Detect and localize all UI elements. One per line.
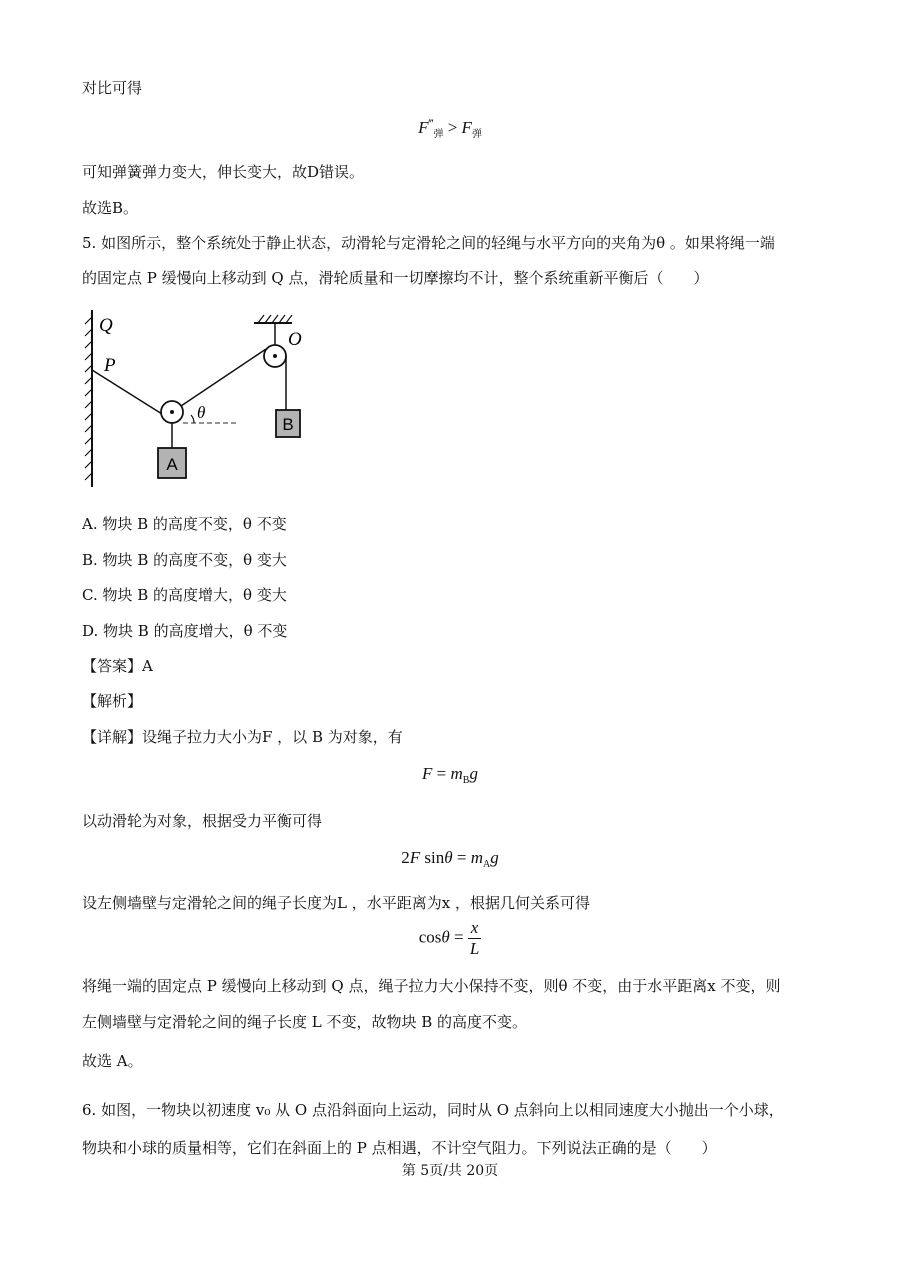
detail-line: 【详解】设绳子拉力大小为F ，以 B 为对象，有 — [82, 728, 403, 746]
text-line: 故选B。 — [82, 199, 139, 217]
label-p: P — [104, 355, 116, 376]
option-a: A. 物块 B 的高度不变，θ 不变 — [82, 515, 287, 533]
question-6-line2: 物块和小球的质量相等，它们在斜面上的 P 点相遇，不计空气阻力。下列说法正确的是（ ） — [82, 1139, 717, 1157]
option-b: B. 物块 B 的高度不变，θ 变大 — [82, 551, 287, 569]
text-line: 可知弹簧弹力变大，伸长变大，故D错误。 — [82, 163, 365, 181]
text-line: 对比可得 — [82, 79, 143, 97]
label-q: Q — [99, 315, 113, 336]
label-theta: θ — [197, 403, 206, 422]
page-footer: 第 5页/共 20页 — [401, 1163, 499, 1179]
label-a: A — [166, 455, 178, 474]
label-o: O — [288, 329, 302, 350]
label-b: B — [282, 415, 294, 434]
question-6-line1: 6. 如图，一物块以初速度 v₀ 从 O 点沿斜面向上运动，同时从 O 点斜向上以相同速度大小抛出一个小球， — [82, 1101, 784, 1119]
text-line: 故选 A。 — [82, 1052, 143, 1070]
analysis-label: 【解析】 — [82, 692, 143, 710]
option-c: C. 物块 B 的高度增大，θ 变大 — [82, 586, 287, 604]
formula-spring-compare: $F^‴_弹 > F_弹$ — [418, 116, 482, 140]
question-5-line2: 的固定点 P 缓慢向上移动到 Q 点，滑轮质量和一切摩擦均不计，整个系统重新平衡后（ ） — [82, 269, 709, 287]
text-line: 以动滑轮为对象，根据受力平衡可得 — [82, 812, 323, 830]
pulley-diagram — [82, 305, 342, 495]
question-5-line1: 5. 如图所示，整个系统处于静止状态，动滑轮与定滑轮之间的轻绳与水平方向的夹角为θ 。如果将绳一端 — [82, 234, 775, 252]
answer-label: 【答案】A — [82, 657, 153, 675]
text-line: 设左侧墙壁与定滑轮之间的绳子长度为L ，水平距离为x ，根据几何关系可得 — [82, 894, 590, 912]
formula-cos: cosθ = $\frac{x}{L}$ — [418, 918, 480, 958]
formula-2f-sin: 2F $\sin\theta = m_Ag$ — [401, 848, 499, 870]
option-d: D. 物块 B 的高度增大，θ 不变 — [82, 622, 288, 640]
formula-f-mb-g: $F = m_Bg$ — [422, 764, 478, 786]
text-line: 左侧墙壁与定滑轮之间的绳子长度 L 不变，故物块 B 的高度不变。 — [82, 1013, 528, 1031]
text-line: 将绳一端的固定点 P 缓慢向上移动到 Q 点，绳子拉力大小保持不变，则θ 不变，由于水平距离x 不变，则 — [82, 977, 781, 995]
